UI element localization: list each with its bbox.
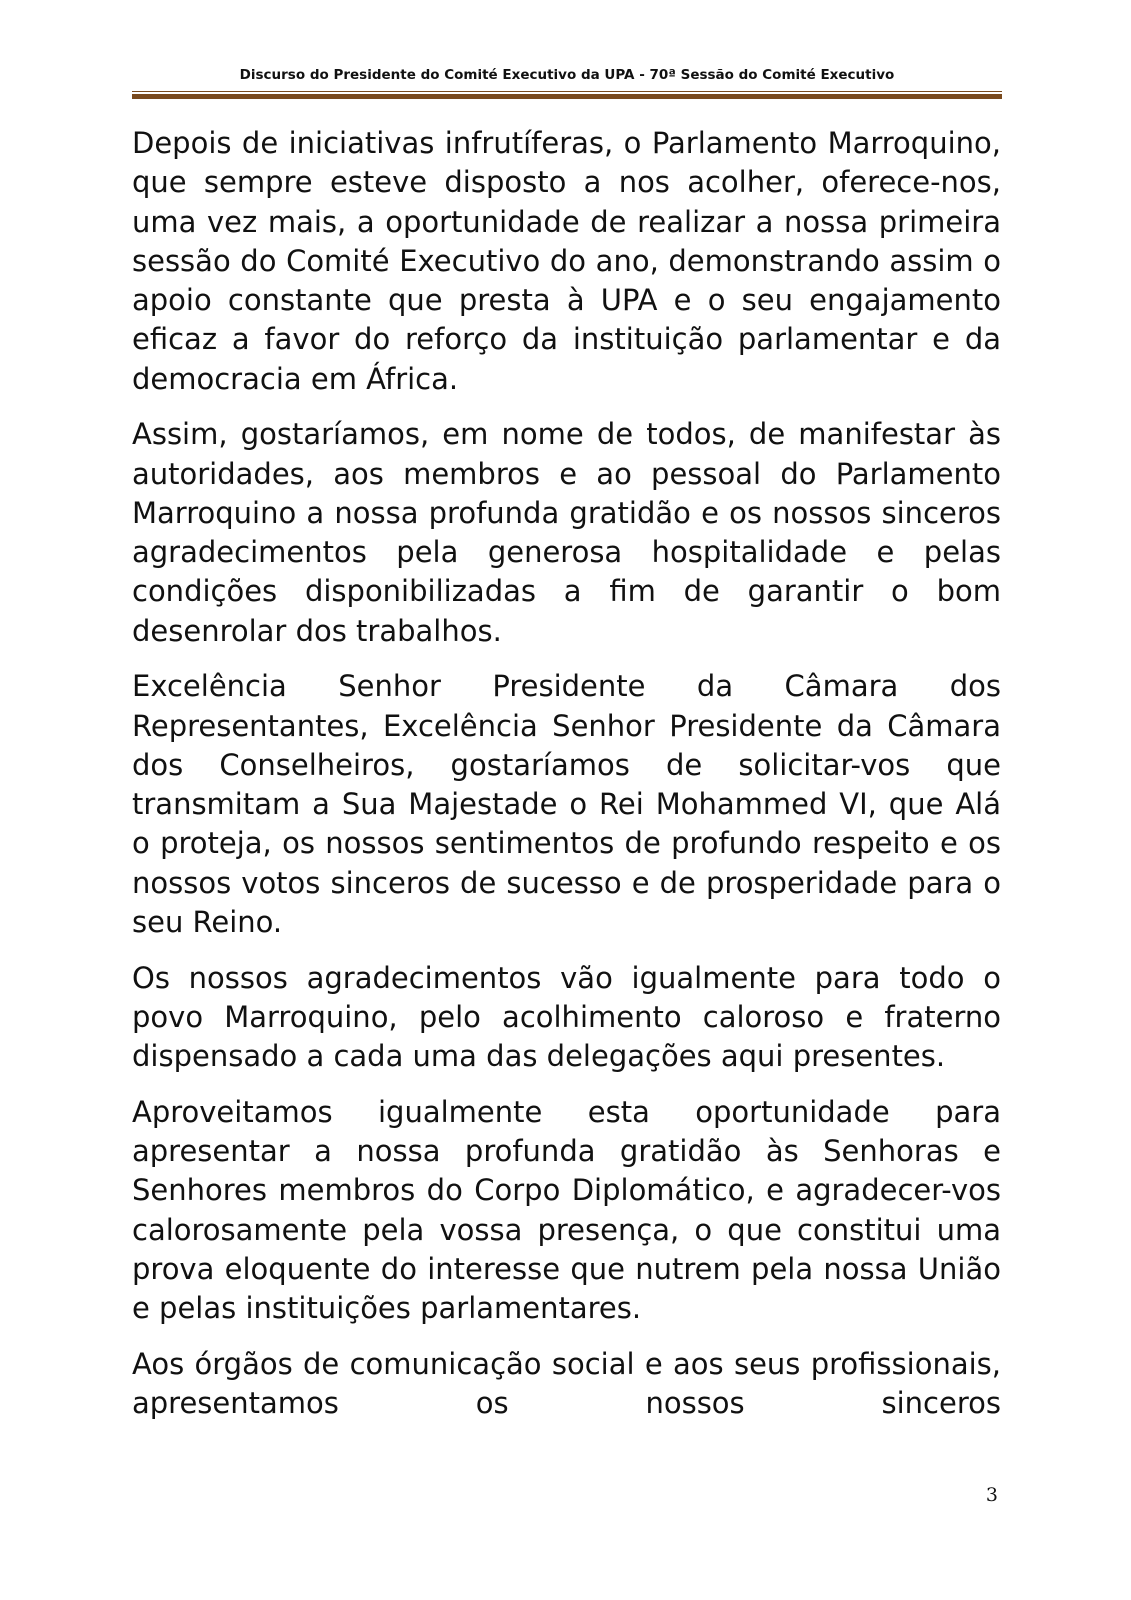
paragraph-2: Assim, gostaríamos, em nome de todos, de manifestar às autoridades, aos membros e ao pessoal do Parlamento Marroquino a nossa profunda gratidão e os nossos sinceros agradecimentos pela generosa hospitalidade e pelas condições disponibilizadas a fim de garantir o bom desenrolar dos trabalhos. (132, 417, 1001, 648)
page-header: Discurso do Presidente do Comité Executivo da UPA - 70ª Sessão do Comité Executivo (239, 67, 895, 83)
header-rule-thin (132, 91, 1002, 92)
page-number: 3 (985, 1484, 998, 1506)
paragraph-1: Depois de iniciativas infrutíferas, o Parlamento Marroquino, que sempre esteve disposto a nos acolher, oferece-nos, uma vez mais, a oportunidade de realizar a nossa primeira sessão do Comité Executivo do ano, demonstrando assim o apoio constante que presta à UPA e o seu engajamento eficaz a favor do reforço da instituição parlamentar e da democracia em África. (132, 126, 1001, 396)
paragraph-6: Aos órgãos de comunicação social e aos seus profissionais, apresentamos os nossos sinceros (132, 1346, 1001, 1420)
paragraph-5: Aproveitamos igualmente esta oportunidade para apresentar a nossa profunda gratidão às Senhoras e Senhores membros do Corpo Diplomático, e agradecer-vos calorosamente pela vossa presença, o que constitui uma prova eloquente do interesse que nutrem pela nossa União e pelas instituições parlamentares. (132, 1094, 1001, 1325)
header-rule-thick (132, 94, 1002, 99)
paragraph-4: Os nossos agradecimentos vão igualmente para todo o povo Marroquino, pelo acolhimento caloroso e fraterno dispensado a cada uma das delegações aqui presentes. (132, 960, 1001, 1073)
document-body (132, 124, 1001, 1440)
paragraph-3: Excelência Senhor Presidente da Câmara dos Representantes, Excelência Senhor Presidente da Câmara dos Conselheiros, gostaríamos de solicitar-vos que transmitam a Sua Majestade o Rei Mohammed VI, que Alá o proteja, os nossos sentimentos de profundo respeito e os nossos votos sinceros de sucesso e de prosperidade para o seu Reino. (132, 669, 1001, 939)
